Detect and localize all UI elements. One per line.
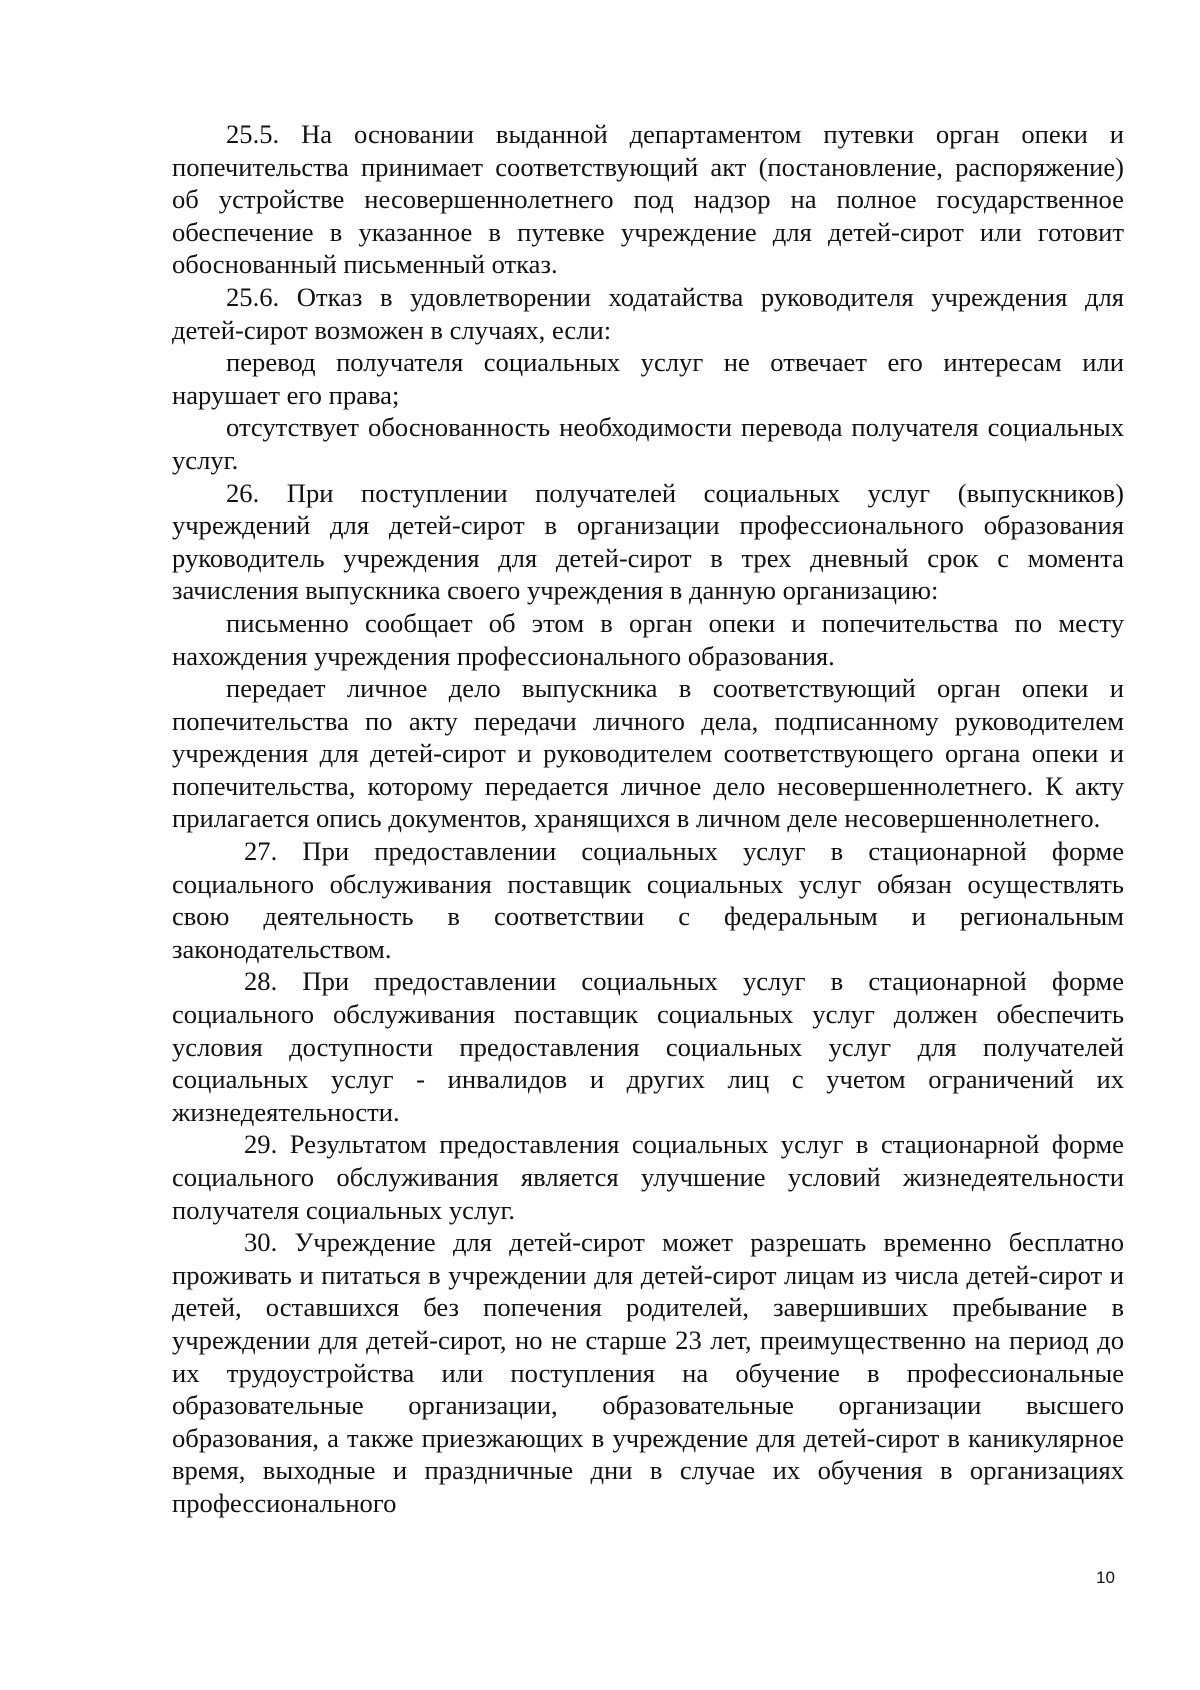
paragraph-27: 27. При предоставлении социальных услуг в стационарной форме социального обслуживания поставщик социальных услуг обязан осуществлять свою деятельность в соответствии с федеральным и региональным законодательством. [172,836,1124,964]
paragraph-26: 26. При поступлении получателей социальных услуг (выпускников) учреждений для детей-сирот в организации профессионального образования руководитель учреждения для детей-сирот в трех дневный срок с момента зачисления выпускника своего учреждения в данную организацию: [172,477,1124,606]
page-number: 10 [1096,1568,1115,1587]
paragraph-29: 29. Результатом предоставления социальных услуг в стационарной форме социального обслуживания является улучшение условий жизнедеятельности получателя социальных услуг. [172,1129,1124,1225]
paragraph-26-item-1: письменно сообщает об этом в орган опеки и попечительства по месту нахождения учреждения профессионального образования. [172,607,1124,671]
paragraph-25-6-item-2: отсутствует обоснованность необходимости перевода получателя социальных услуг. [172,412,1124,475]
paragraph-25-5: 25.5. На основании выданной департаментом путевки орган опеки и попечительства принимает соответствующий акт (постановление, распоряжение) об устройстве несовершеннолетнего под надзор на полное государственное обеспечение в указанное в путевке учреждение для детей-сирот или готовит обоснованный письменный отказ. [172,119,1124,280]
paragraph-28: 28. При предоставлении социальных услуг в стационарной форме социального обслуживания поставщик социальных услуг должен обеспечить условия доступности предоставления социальных услуг для получателей социальных услуг - инвалидов и других лиц с учетом ограничений их жизнедеятельности. [172,966,1124,1127]
paragraph-30: 30. Учреждение для детей-сирот может разрешать временно бесплатно проживать и питаться в учреждении для детей-сирот лицам из числа детей-сирот и детей, оставшихся без попечения родителей, завершивших пребывание в учреждении для детей-сирот, но не старше 23 лет, преимущественно на период до их трудоустройства или поступления на обучение в профессиональные образовательные организации, образовательные организации высшего образования, а также приезжающих в учреждение для детей-сирот в каникулярное время, выходные и праздничные дни в случае их обучения в организациях профессионального [172,1227,1124,1518]
paragraph-26-item-2: передает личное дело выпускника в соответствующий орган опеки и попечительства по акту передачи личного дела, подписанному руководителем учреждения для детей-сирот и руководителем соответствующего органа опеки и попечительства, которому передается личное дело несовершеннолетнего. К акту прилагается опись документов, хранящихся в личном деле несовершеннолетнего. [172,673,1124,834]
document-body [172,118,1124,1520]
paragraph-25-6: 25.6. Отказ в удовлетворении ходатайства руководителя учреждения для детей-сирот возможен в случаях, если: [172,281,1124,345]
paragraph-25-6-item-1: перевод получателя социальных услуг не отвечает его интересам или нарушает его права; [172,347,1124,410]
